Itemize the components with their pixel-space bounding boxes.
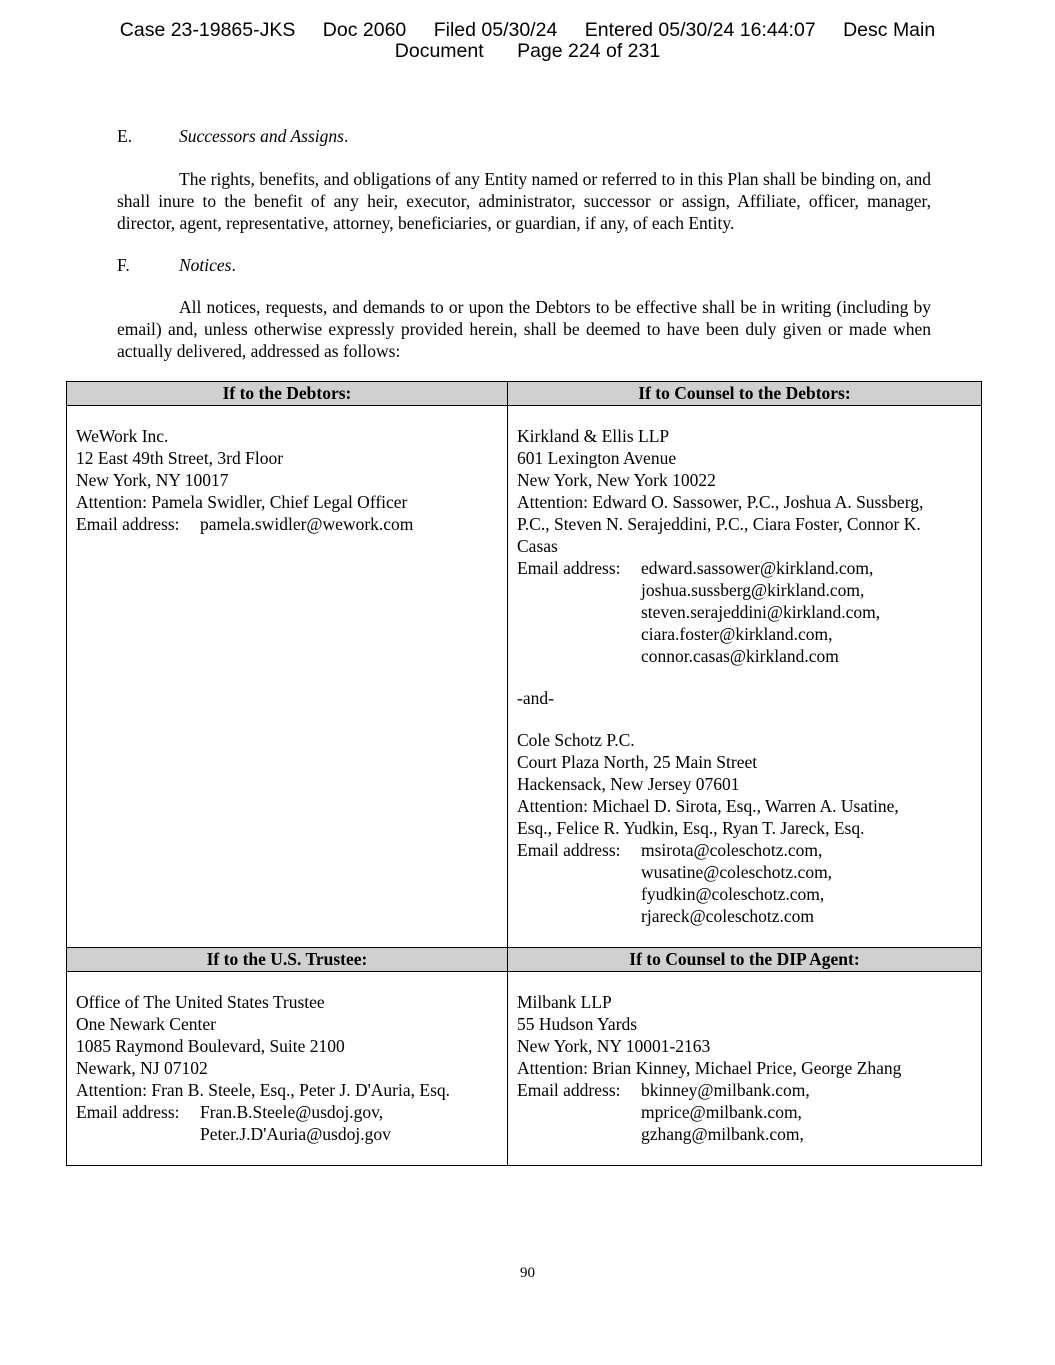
trustee-cell: [67, 972, 508, 1166]
section-e-heading: [117, 125, 348, 147]
milbank-line: 55 Hudson Yards: [517, 1014, 638, 1034]
kirkland-line: Casas: [517, 536, 558, 556]
trustee-line: Newark, NJ 07102: [76, 1058, 208, 1078]
milbank-line: New York, NY 10001-2163: [517, 1036, 711, 1056]
section-f-paragraph: All notices, requests, and demands to or upon the Debtors to be effective shall be in writing (including by email) and, unless otherwise expressly provided herein, shall be deemed to have been duly given or made when actually delivered, addressed as follows:: [117, 297, 931, 361]
milbank-line: Attention: Brian Kinney, Michael Price, George Zhang: [517, 1058, 902, 1078]
debtors-email-block: [76, 513, 499, 535]
case-number: Case 23-19865-JKS: [119, 19, 296, 41]
section-e-title-period: .: [343, 126, 349, 146]
kirkland-line: Kirkland & Ellis LLP: [517, 426, 670, 446]
section-f-heading: [117, 254, 236, 276]
email-label: Email address:: [76, 514, 180, 534]
table-header-row: [67, 948, 982, 972]
debtors-line: New York, NY 10017: [76, 470, 229, 490]
section-e-title: Successors and Assigns: [179, 126, 344, 146]
table-header-row: [67, 382, 982, 406]
email-address: Peter.J.D'Auria@usdoj.gov: [200, 1124, 391, 1144]
cole-schotz-line: Hackensack, New Jersey 07601: [517, 774, 740, 794]
email-address: mprice@milbank.com,: [641, 1102, 802, 1122]
kirkland-email-block: [517, 557, 973, 667]
desc-main: Desc Main: [843, 19, 936, 41]
header-dip-agent: If to Counsel to the DIP Agent:: [508, 948, 982, 972]
page-number: 90: [520, 1265, 535, 1281]
trustee-email-block: [76, 1101, 499, 1145]
notices-table: [66, 381, 982, 1166]
trustee-line: 1085 Raymond Boulevard, Suite 2100: [76, 1036, 345, 1056]
trustee-line: Office of The United States Trustee: [76, 992, 325, 1012]
email-address: ciara.foster@kirkland.com,: [641, 624, 833, 644]
section-f-letter: F.: [117, 255, 130, 275]
email-address: connor.casas@kirkland.com: [641, 646, 839, 666]
filing-header: [0, 20, 1055, 62]
cole-schotz-line: Esq., Felice R. Yudkin, Esq., Ryan T. Jareck, Esq.: [517, 818, 865, 838]
milbank-line: Milbank LLP: [517, 992, 612, 1012]
trustee-line: One Newark Center: [76, 1014, 216, 1034]
section-e-paragraph: The rights, benefits, and obligations of any Entity named or referred to in this Plan shall be binding on, and shall inure to the benefit of any heir, executor, administrator, successor or assign, Affiliate, officer, manager, director, agent, representative, attorney, beneficiaries, or guardian, if any, of each Entity.: [117, 169, 931, 233]
entered-date: Entered 05/30/24 16:44:07: [584, 19, 816, 41]
header-debtors: If to the Debtors:: [67, 382, 508, 406]
email-label: Email address:: [517, 1080, 621, 1100]
section-f-title-period: .: [231, 255, 236, 275]
email-address: fyudkin@coleschotz.com,: [641, 884, 825, 904]
dip-agent-cell: [508, 972, 982, 1166]
email-address: pamela.swidler@wework.com: [200, 514, 414, 534]
section-e-letter: E.: [117, 126, 133, 146]
filed-date: Filed 05/30/24: [433, 19, 558, 41]
email-label: Email address:: [76, 1102, 180, 1122]
document-label: Document: [394, 40, 484, 62]
kirkland-line: P.C., Steven N. Serajeddini, P.C., Ciara Foster, Connor K.: [517, 514, 921, 534]
email-address: bkinney@milbank.com,: [641, 1080, 810, 1100]
counsel-debtors-cell: [508, 406, 982, 948]
email-address: msirota@coleschotz.com,: [641, 840, 823, 860]
section-f-body: [117, 296, 931, 362]
and-separator: -and-: [517, 688, 554, 708]
email-address: joshua.sussberg@kirkland.com,: [641, 580, 865, 600]
kirkland-line: 601 Lexington Avenue: [517, 448, 677, 468]
email-address: steven.serajeddini@kirkland.com,: [641, 602, 881, 622]
cole-schotz-line: Attention: Michael D. Sirota, Esq., Warren A. Usatine,: [517, 796, 899, 816]
table-row: [67, 406, 982, 948]
filing-header-line-2: [0, 41, 1055, 62]
email-address: rjareck@coleschotz.com: [641, 906, 815, 926]
kirkland-line: Attention: Edward O. Sassower, P.C., Joshua A. Sussberg,: [517, 492, 924, 512]
page-of: Page 224 of 231: [517, 40, 661, 62]
trustee-line: Attention: Fran B. Steele, Esq., Peter J. D'Auria, Esq.: [76, 1080, 451, 1100]
table-row: [67, 972, 982, 1166]
cole-schotz-line: Court Plaza North, 25 Main Street: [517, 752, 758, 772]
doc-number: Doc 2060: [322, 19, 407, 41]
email-address: gzhang@milbank.com,: [641, 1124, 804, 1144]
debtors-line: WeWork Inc.: [76, 426, 169, 446]
email-label: Email address:: [517, 558, 621, 578]
filing-header-line-1: [0, 20, 1055, 41]
section-f-title: Notices: [179, 255, 232, 275]
debtors-line: Attention: Pamela Swidler, Chief Legal Officer: [76, 492, 408, 512]
debtors-cell: [67, 406, 508, 948]
milbank-email-block: [517, 1079, 973, 1145]
cole-schotz-email-block: [517, 839, 973, 927]
section-e-body: [117, 168, 931, 234]
debtors-line: 12 East 49th Street, 3rd Floor: [76, 448, 284, 468]
header-trustee: If to the U.S. Trustee:: [67, 948, 508, 972]
email-address: wusatine@coleschotz.com,: [641, 862, 833, 882]
email-address: Fran.B.Steele@usdoj.gov,: [200, 1102, 384, 1122]
header-counsel-debtors: If to Counsel to the Debtors:: [508, 382, 982, 406]
email-label: Email address:: [517, 840, 621, 860]
cole-schotz-line: Cole Schotz P.C.: [517, 730, 635, 750]
email-address: edward.sassower@kirkland.com,: [641, 558, 874, 578]
kirkland-line: New York, New York 10022: [517, 470, 716, 490]
